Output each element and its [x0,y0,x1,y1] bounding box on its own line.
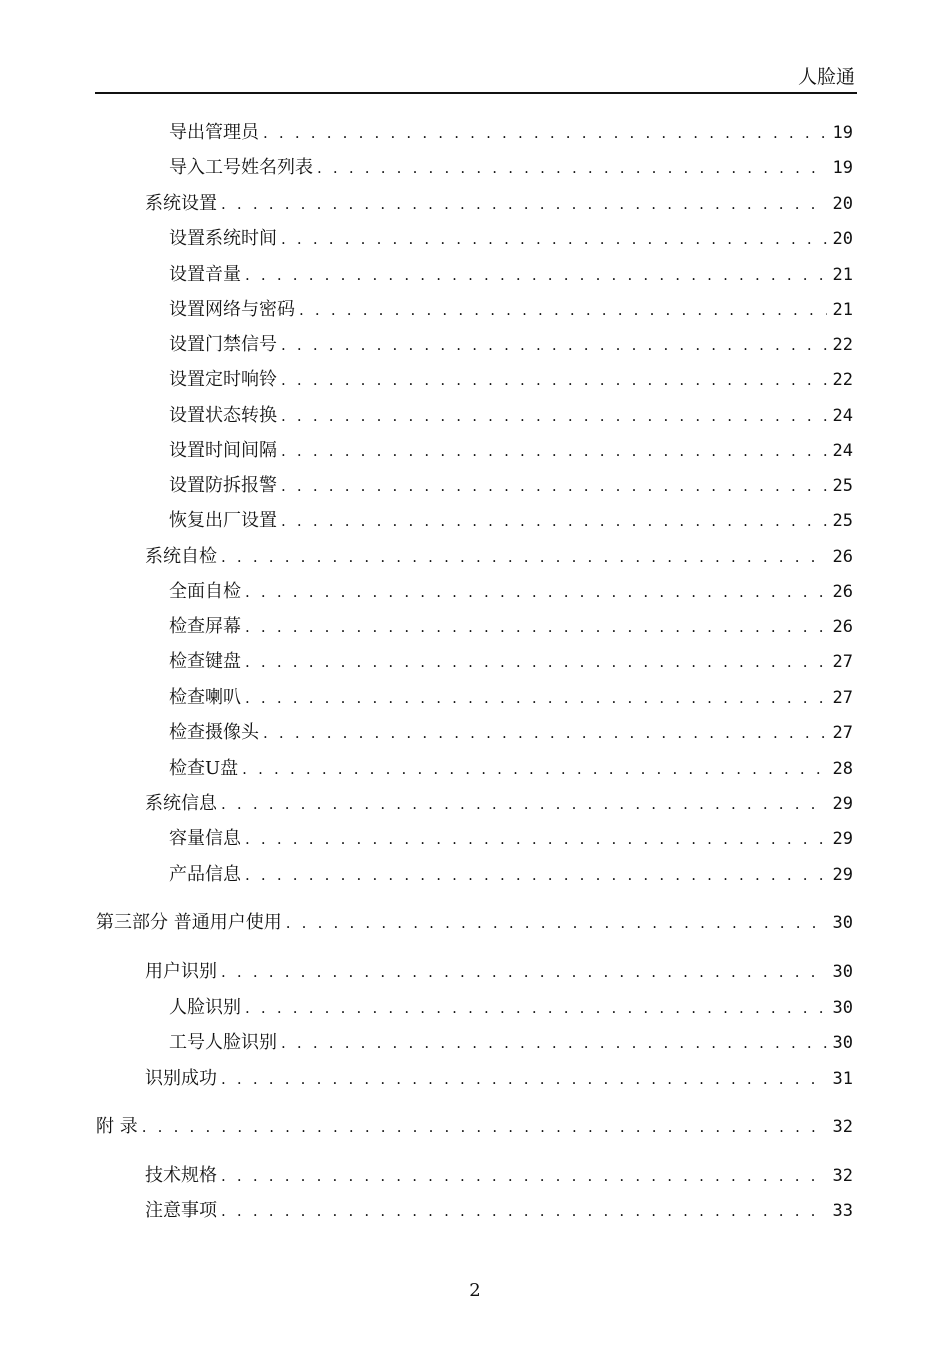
toc-dot-leader [281,225,827,253]
toc-entry-page: 30 [832,1033,853,1053]
toc-dot-leader [221,1162,827,1190]
toc-entry-label: 系统设置 [145,193,217,214]
page-number: 2 [469,1280,481,1301]
toc-entry-page: 20 [832,194,853,214]
toc-entry-page: 19 [832,123,853,143]
toc-dot-leader [221,190,827,218]
toc-dot-leader [245,648,827,676]
toc-entry[interactable] [96,1113,853,1141]
toc-entry-label: 检查摄像头 [169,722,259,743]
toc-entry-label: 系统自检 [145,546,217,567]
toc-entry-page: 29 [832,794,853,814]
toc-dot-leader [245,261,827,289]
toc-entry-label: 设置状态转换 [169,405,277,426]
toc-dot-leader [245,613,827,641]
toc-entry[interactable] [145,190,853,218]
toc-dot-leader [245,861,827,889]
toc-entry-page: 32 [832,1117,853,1137]
toc-dot-leader [281,366,827,394]
toc-entry-label: 导入工号姓名列表 [169,157,313,178]
toc-entry-page: 21 [832,265,853,285]
toc-entry-page: 22 [832,370,853,390]
toc-entry[interactable] [169,507,853,535]
toc-entry[interactable] [145,543,853,571]
toc-entry-page: 28 [832,759,853,779]
header-title: 人脸通 [797,66,855,88]
toc-entry-label: 检查屏幕 [169,616,241,637]
toc-entry-label: 用户识别 [145,961,217,982]
toc-entry[interactable] [169,684,853,712]
toc-entry-page: 27 [832,688,853,708]
toc-entry-label: 设置防拆报警 [169,475,277,496]
toc-entry-page: 21 [832,300,853,320]
toc-entry[interactable] [169,825,853,853]
toc-entry-label: 检查键盘 [169,651,241,672]
toc-entry-label: 检查喇叭 [169,687,241,708]
toc-entry[interactable] [169,366,853,394]
toc-entry[interactable] [169,437,853,465]
toc-entry[interactable] [96,909,853,937]
toc-dot-leader [242,755,826,783]
toc-entry[interactable] [169,861,853,889]
toc-entry-label: 识别成功 [145,1068,217,1089]
toc-entry-label: 注意事项 [145,1200,217,1221]
toc-dot-leader [317,154,827,182]
toc-dot-leader [281,472,827,500]
toc-entry-page: 22 [832,335,853,355]
toc-entry-label: 全面自检 [169,581,241,602]
toc-entry-page: 26 [832,617,853,637]
toc-entry[interactable] [169,755,853,783]
toc-entry-page: 20 [832,229,853,249]
toc-entry-label: 导出管理员 [169,122,259,143]
toc-entry-label: 产品信息 [169,864,241,885]
toc-entry-page: 32 [832,1166,853,1186]
toc-entry[interactable] [169,402,853,430]
header-rule [95,92,857,94]
toc-dot-leader [281,402,827,430]
toc-entry-page: 31 [832,1069,853,1089]
toc-entry-page: 27 [832,652,853,672]
toc-entry-page: 30 [832,962,853,982]
toc-entry-page: 29 [832,829,853,849]
toc-entry[interactable] [169,648,853,676]
toc-entry-label: 设置系统时间 [169,228,277,249]
toc-dot-leader [221,1065,827,1093]
toc-entry[interactable] [145,1197,853,1225]
toc-entry-label: 容量信息 [169,828,241,849]
toc-entry[interactable] [169,1029,853,1057]
toc-entry-page: 26 [832,547,853,567]
toc-entry-label: 工号人脸识别 [169,1032,277,1053]
toc-entry[interactable] [169,331,853,359]
toc-dot-leader [142,1113,827,1141]
toc-entry[interactable] [145,958,853,986]
toc-entry-label: 第三部分 普通用户使用 [96,912,282,933]
page-header [95,64,857,92]
toc-entry-page: 30 [832,998,853,1018]
toc-dot-leader [281,507,827,535]
toc-entry-page: 24 [832,441,853,461]
toc-entry-page: 25 [832,476,853,496]
toc-dot-leader [245,994,827,1022]
toc-dot-leader [245,825,827,853]
toc-entry-page: 25 [832,511,853,531]
toc-dot-leader [245,578,827,606]
toc-entry-label: 附 录 [96,1116,138,1137]
toc-dot-leader [286,909,827,937]
toc-entry-page: 26 [832,582,853,602]
toc-entry[interactable] [169,296,853,324]
toc-entry[interactable] [145,1065,853,1093]
toc-dot-leader [221,543,827,571]
toc-entry-page: 24 [832,406,853,426]
toc-entry-page: 19 [832,158,853,178]
toc-entry[interactable] [169,261,853,289]
toc-entry[interactable] [169,472,853,500]
toc-entry[interactable] [169,154,853,182]
toc-entry[interactable] [169,119,853,147]
toc-entry[interactable] [169,613,853,641]
toc-entry-label: 检查U盘 [169,758,239,779]
toc-entry-label: 设置网络与密码 [169,299,295,320]
toc-entry[interactable] [169,578,853,606]
toc-entry-page: 29 [832,865,853,885]
toc-entry[interactable] [169,225,853,253]
toc-dot-leader [281,1029,827,1057]
toc-entry-label: 人脸识别 [169,997,241,1018]
toc-entry-label: 设置门禁信号 [169,334,277,355]
toc-entry-page: 33 [832,1201,853,1221]
toc-dot-leader [221,790,827,818]
toc-dot-leader [221,1197,827,1225]
toc-entry-label: 恢复出厂设置 [169,510,277,531]
toc-dot-leader [281,331,827,359]
toc-dot-leader [245,684,827,712]
toc-entry-page: 27 [832,723,853,743]
toc-dot-leader [263,119,827,147]
toc-entry-label: 设置定时响铃 [169,369,277,390]
toc-entry-label: 系统信息 [145,793,217,814]
toc-entry-page: 30 [832,913,853,933]
toc-entry-label: 设置音量 [169,264,241,285]
toc-entry-label: 设置时间间隔 [169,440,277,461]
toc-entry[interactable] [169,994,853,1022]
toc-entry[interactable] [145,790,853,818]
toc-entry[interactable] [169,719,853,747]
toc-entry[interactable] [145,1162,853,1190]
toc-dot-leader [299,296,827,324]
toc-dot-leader [263,719,827,747]
toc-entry-label: 技术规格 [145,1165,217,1186]
toc-dot-leader [221,958,827,986]
toc-dot-leader [281,437,827,465]
